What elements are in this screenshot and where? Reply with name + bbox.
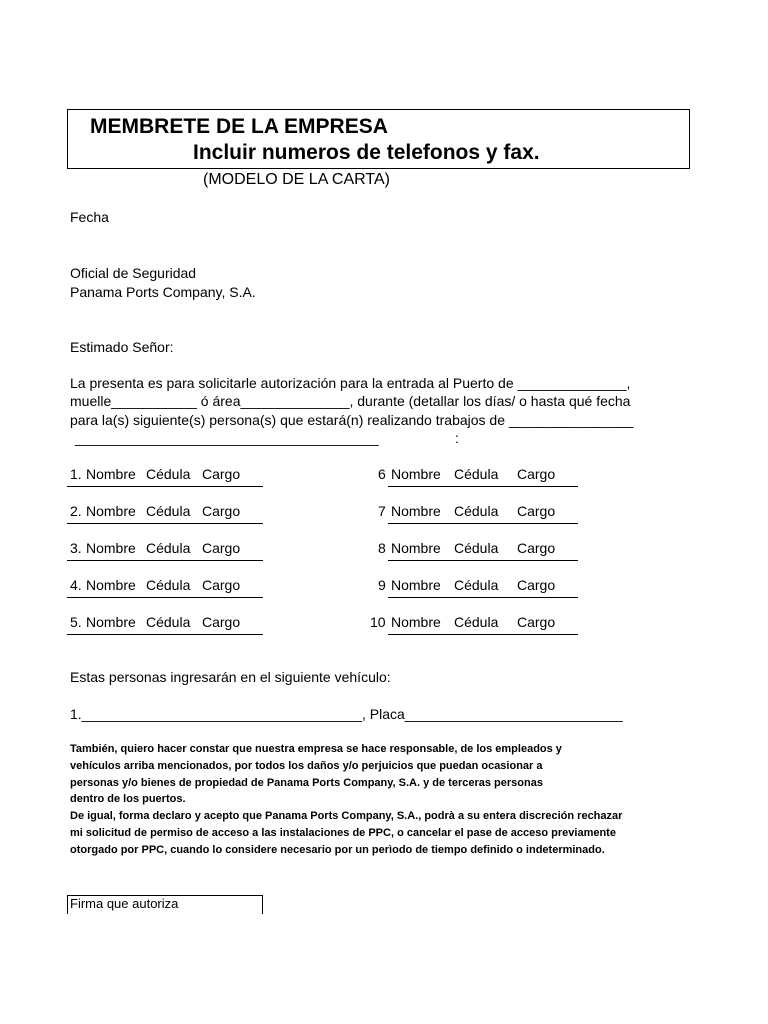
- body-line-1: La presenta es para solicitarle autorización para la entrada al Puerto de ______________,: [70, 375, 631, 391]
- person-id-label: Cédula: [454, 466, 499, 482]
- person-name-label: Nombre: [86, 466, 136, 482]
- person-underline: [388, 634, 578, 635]
- vehicle-line: 1.____________________________________, Placa____________________________: [70, 706, 623, 722]
- person-number: 8: [378, 540, 386, 556]
- person-number: 4.: [70, 577, 82, 593]
- person-role-label: Cargo: [202, 466, 241, 482]
- body-line-2: muelle___________ ó área______________, durante (detallar los días/ o hasta qué fecha: [70, 393, 631, 409]
- disclaimer-line: dentro de los puertos.: [70, 793, 186, 806]
- person-underline: [67, 597, 263, 598]
- person-id-label: Cédula: [454, 614, 499, 630]
- disclaimer-paragraph: [70, 741, 660, 859]
- person-role-label: Cargo: [202, 540, 241, 556]
- person-underline: [67, 634, 263, 635]
- person-name-label: Nombre: [86, 540, 136, 556]
- body-line-4: _______________________________________: [75, 430, 379, 446]
- person-name-label: Nombre: [86, 577, 136, 593]
- person-number: 1.: [70, 466, 82, 482]
- disclaimer-line: personas y/o bienes de propiedad de Panama Ports Company, S.A. y de terceras personas: [70, 776, 543, 789]
- person-underline: [67, 523, 263, 524]
- person-number: 9: [378, 577, 386, 593]
- person-role-label: Cargo: [517, 503, 556, 519]
- person-name-label: Nombre: [391, 577, 441, 593]
- person-number: 2.: [70, 503, 82, 519]
- person-id-label: Cédula: [146, 540, 191, 556]
- person-id-label: Cédula: [146, 466, 191, 482]
- disclaimer-line: otorgado por PPC, cuando lo considere necesario por un perìodo de tiempo definido o indeterminado.: [70, 843, 605, 856]
- person-id-label: Cédula: [146, 614, 191, 630]
- person-id-label: Cédula: [454, 503, 499, 519]
- letterhead-subtitle: Incluir numeros de telefonos y fax.: [193, 141, 540, 164]
- person-role-label: Cargo: [202, 503, 241, 519]
- person-role-label: Cargo: [202, 577, 241, 593]
- person-number: 3.: [70, 540, 82, 556]
- person-name-label: Nombre: [86, 614, 136, 630]
- person-role-label: Cargo: [202, 614, 241, 630]
- person-role-label: Cargo: [517, 540, 556, 556]
- recipient-line-2: Panama Ports Company, S.A.: [70, 284, 256, 300]
- date-label: Fecha: [70, 209, 109, 225]
- person-name-label: Nombre: [391, 614, 441, 630]
- person-underline: [67, 486, 263, 487]
- person-role-label: Cargo: [517, 577, 556, 593]
- person-underline: [388, 560, 578, 561]
- person-name-label: Nombre: [391, 503, 441, 519]
- greeting: Estimado Señor:: [70, 339, 174, 355]
- person-id-label: Cédula: [454, 540, 499, 556]
- person-id-label: Cédula: [146, 503, 191, 519]
- person-number: 5.: [70, 614, 82, 630]
- person-number: 7: [378, 503, 386, 519]
- person-number: 6: [378, 466, 386, 482]
- body-line-3: para la(s) siguiente(s) persona(s) que estará(n) realizando trabajos de ________________: [70, 412, 634, 428]
- person-name-label: Nombre: [391, 540, 441, 556]
- letter-model-label: (MODELO DE LA CARTA): [203, 171, 390, 188]
- person-id-label: Cédula: [146, 577, 191, 593]
- letterhead-title: MEMBRETE DE LA EMPRESA: [90, 115, 388, 138]
- signature-label: Firma que autoriza: [70, 896, 179, 911]
- vehicle-intro: Estas personas ingresarán en el siguiente vehículo:: [70, 669, 391, 685]
- person-role-label: Cargo: [517, 614, 556, 630]
- signature-box: [67, 895, 263, 914]
- person-name-label: Nombre: [391, 466, 441, 482]
- person-underline: [388, 523, 578, 524]
- person-underline: [388, 597, 578, 598]
- body-line-4-colon: :: [455, 430, 459, 446]
- disclaimer-line: vehículos arriba mencionados, por todos los daños y/o perjuicios que puedan ocasionar a: [70, 759, 543, 772]
- person-name-label: Nombre: [86, 503, 136, 519]
- recipient-line-1: Oficial de Seguridad: [70, 265, 197, 281]
- disclaimer-line: mi solicitud de permiso de acceso a las instalaciones de PPC, o cancelar el pase de acceso previamente: [70, 826, 616, 839]
- disclaimer-line: De igual, forma declaro y acepto que Panama Ports Company, S.A., podrà a su entera discreción rechazar: [70, 810, 623, 823]
- person-underline: [388, 486, 578, 487]
- person-id-label: Cédula: [454, 577, 499, 593]
- disclaimer-line: También, quiero hacer constar que nuestra empresa se hace responsable, de los empleados y: [70, 743, 562, 755]
- person-number: 10: [370, 614, 386, 630]
- person-role-label: Cargo: [517, 466, 556, 482]
- person-underline: [67, 560, 263, 561]
